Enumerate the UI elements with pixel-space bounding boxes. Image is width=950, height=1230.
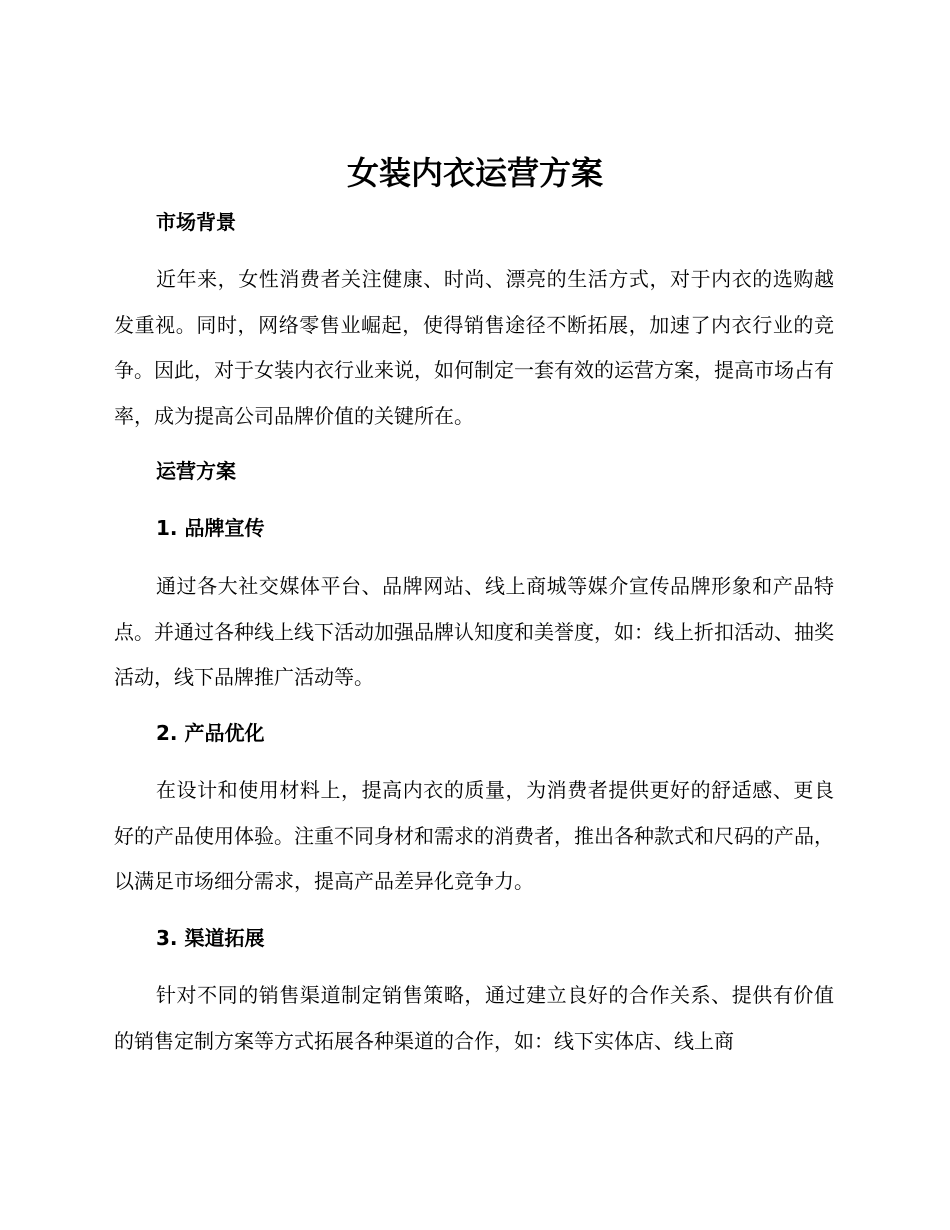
subsection-heading-product-optimization: 2. 产品优化	[156, 721, 265, 745]
section-heading-operation-plan: 运营方案	[156, 459, 236, 483]
paragraph-brand-promotion: 通过各大社交媒体平台、品牌网站、线上商城等媒介宣传品牌形象和产品特点。并通过各种线上线下活动加强品牌认知度和美誉度，如：线上折扣活动、抽奖活动，线下品牌推广活动等。	[114, 574, 834, 689]
document-title: 女装内衣运营方案	[346, 154, 603, 192]
section-heading-market-background: 市场背景	[156, 210, 236, 234]
paragraph-market-background: 近年来，女性消费者关注健康、时尚、漂亮的生活方式，对于内衣的选购越发重视。同时，网络零售业崛起，使得销售途径不断拓展，加速了内衣行业的竞争。因此，对于女装内衣行业来说，如何制定一套有效的运营方案，提高市场占有率，成为提高公司品牌价值的关键所在。	[114, 267, 834, 428]
subsection-heading-channel-expansion: 3. 渠道拓展	[156, 926, 265, 950]
subsection-heading-brand-promotion: 1. 品牌宣传	[156, 516, 265, 540]
paragraph-channel-expansion: 针对不同的销售渠道制定销售策略，通过建立良好的合作关系、提供有价值的销售定制方案等方式拓展各种渠道的合作，如：线下实体店、线上商	[114, 983, 834, 1053]
paragraph-product-optimization: 在设计和使用材料上，提高内衣的质量，为消费者提供更好的舒适感、更良好的产品使用体验。注重不同身材和需求的消费者，推出各种款式和尺码的产品，以满足市场细分需求，提高产品差异化竞争力。	[114, 778, 834, 893]
